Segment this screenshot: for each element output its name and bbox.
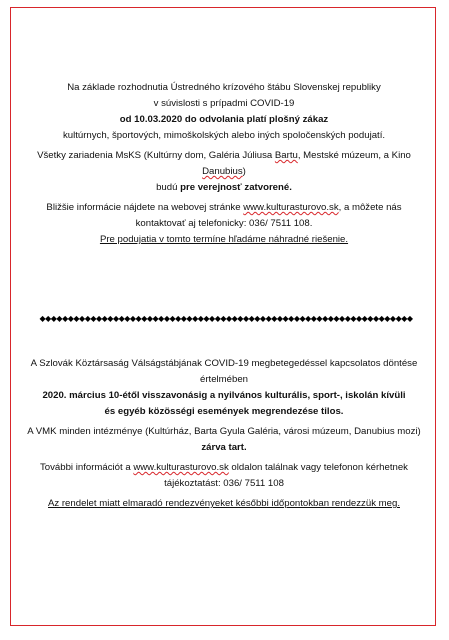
sk-facilities-text-2: , Mestské múzeum, a Kino (297, 150, 411, 161)
sk-paragraph-3 (26, 200, 422, 248)
hu-website-link[interactable]: www.kulturasturovo.sk (133, 462, 229, 473)
slovak-notice (26, 80, 422, 252)
hu-reschedule-note: Az rendelet miatt elmaradó rendezvényeket későbbi időpontokban rendezzük meg. (48, 498, 400, 509)
hu-ban-line: 2020. március 10-étől visszavonásig a nyilvános kulturális, sport-, iskolán kívüli (42, 390, 406, 401)
sk-events-line: kultúrnych, športových, mimoškolských alebo iných spoločenských podujatí. (62, 130, 386, 141)
sk-website-link[interactable]: www.kulturasturovo.sk (243, 202, 339, 213)
hu-facilities-text: A VMK minden intézménye (Kultúrház, Barta Gyula Galéria, városi múzeum, Danubius mozi) (27, 426, 421, 437)
sk-closed-prefix: budú (156, 182, 181, 193)
sk-intro-line: Na základe rozhodnutia Ústredného krízového štábu Slovenskej republiky (67, 82, 381, 93)
hu-intro-line: A Szlovák Köztársaság Válságstábjának COVID-19 megbetegedéssel kapcsolatos döntése értelmében (30, 358, 418, 385)
diamond-divider: ◆◆◆◆◆◆◆◆◆◆◆◆◆◆◆◆◆◆◆◆◆◆◆◆◆◆◆◆◆◆◆◆◆◆◆◆◆◆◆◆◆◆◆◆◆◆◆◆◆◆◆◆◆◆◆◆◆◆◆◆◆◆◆◆◆◆ (39, 314, 413, 323)
sk-paragraph-2 (26, 148, 422, 196)
hu-info-text: További információt a (40, 462, 134, 473)
sk-ban-line: od 10.03.2020 do odvolania platí plošný zákaz (119, 114, 329, 125)
hu-ban-line-2: és egyéb közösségi események megrendezése tilos. (104, 406, 344, 417)
sk-info-text: Bližšie informácie nájdete na webovej stránke (46, 202, 244, 213)
hu-paragraph-4 (26, 496, 422, 512)
sk-facilities-text-3: ) (242, 166, 246, 177)
sk-covid-line: v súvislosti s prípadmi COVID-19 (153, 98, 295, 109)
hu-paragraph-1 (26, 356, 422, 420)
sk-bartu-word: Bartu (274, 150, 298, 161)
sk-danubius-word: Danubius (202, 166, 243, 177)
hu-paragraph-3 (26, 460, 422, 492)
sk-closed-text: pre verejnosť zatvorené. (180, 182, 292, 193)
hu-phone-text: oldalon találnak vagy telefonon kérhetnek tájékoztatást: 036/ 7511 108 (164, 462, 408, 489)
sk-facilities-text: Všetky zariadenia MsKS (Kultúrny dom, Galéria Júliusa (37, 150, 275, 161)
sk-phone-text: , a môžete nás kontaktovať aj telefonicky: 036/ 7511 108. (135, 202, 402, 229)
sk-paragraph-1 (26, 80, 422, 144)
hu-paragraph-2 (26, 424, 422, 456)
hungarian-notice (26, 356, 422, 516)
sk-replacement-note: Pre podujatia v tomto termíne hľadáme náhradné riešenie. (99, 234, 349, 245)
hu-closed-text: zárva tart. (201, 442, 247, 453)
